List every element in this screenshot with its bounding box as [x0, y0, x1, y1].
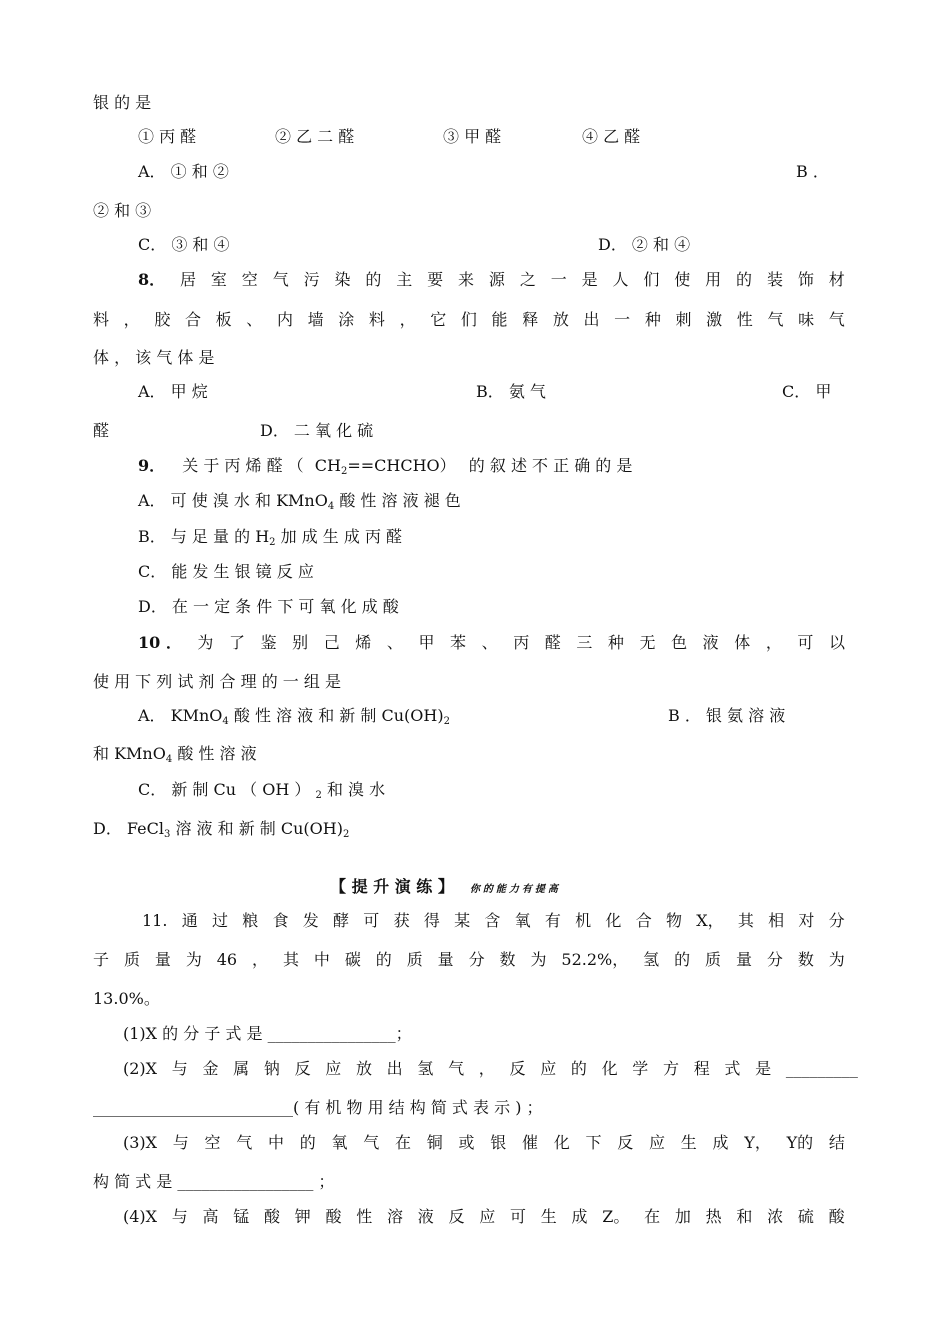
q7-option-d: D． ② 和 ④: [598, 235, 691, 254]
q8-stem-line2: 料 ， 胶 合 板 、 内 墙 涂 料 ， 它 们 能 释 放 出 一 种 刺 激 性 气 味 气: [93, 310, 845, 329]
q9-option-a: A． 可 使 溴 水 和 KMnO$_4$ 酸 性 溶 液 褪 色: [138, 491, 461, 512]
q9-option-c: C． 能 发 生 银 镜 反 应: [138, 562, 314, 581]
q11-stem-line1: 11. 通 过 粮 食 发 酵 可 获 得 某 含 氧 有 机 化 合 物 X， 其 相 对 分: [142, 911, 845, 930]
q11-part-1: (1)X 的 分 子 式 是 ________________；: [123, 1024, 412, 1043]
q9-option-d: D． 在 一 定 条 件 下 可 氧 化 成 酸: [138, 597, 399, 616]
q11-stem-line2: 子 质 量 为 46 ， 其 中 碳 的 质 量 分 数 为 52.2%， 氢 的 质 量 分 数 为: [93, 950, 845, 969]
q8-option-c: C． 甲: [782, 382, 832, 401]
q11-part-3-cont: 构 简 式 是 _________________ ；: [93, 1172, 335, 1191]
q7-option-c: C． ③ 和 ④: [138, 235, 230, 254]
q10-stem-line1: 10 ． 为 了 鉴 别 己 烯 、 甲 苯 、 丙 醛 三 种 无 色 液 体 ， 可 以: [138, 633, 845, 652]
q8-option-b: B． 氨 气: [476, 382, 546, 401]
q7-choice-3: ③ 甲 醛: [443, 127, 502, 146]
q11-part-2-cont: _________________________( 有 机 物 用 结 构 简 式 表 示 ) ；: [93, 1098, 543, 1117]
q9-option-b: B． 与 足 量 的 $H_2$ 加 成 生 成 丙 醛: [138, 527, 403, 548]
section-heading: [330, 877, 561, 900]
q7-option-b-cont: ② 和 ③: [93, 201, 152, 220]
q10-option-a: A． KMnO$_4$ 酸 性 溶 液 和 新 制 $Cu(OH)_2$: [138, 706, 450, 727]
q8-stem-line1: 8． 居 室 空 气 污 染 的 主 要 来 源 之 一 是 人 们 使 用 的 装 饰 材: [138, 270, 845, 289]
q10-option-c: C． 新 制 Cu （ OH ） $_2$ 和 溴 水: [138, 780, 386, 801]
q9-stem: 9． 关 于 丙 烯 醛 （ $CH_2==CHCHO$） 的 叙 述 不 正 确 的 是: [138, 456, 633, 477]
q7-choice-2: ② 乙 二 醛: [275, 127, 355, 146]
q11-part-3: (3)X 与 空 气 中 的 氧 气 在 铜 或 银 催 化 下 反 应 生 成 Y， Y的 结: [123, 1133, 845, 1152]
q7-option-a: A． ① 和 ②: [138, 162, 229, 181]
q7-stem-end: 银 的 是: [93, 93, 152, 112]
q10-option-d: D． FeCl$_3$ 溶 液 和 新 制 $Cu(OH)_2$: [93, 819, 350, 840]
q11-part-2: (2)X 与 金 属 钠 反 应 放 出 氢 气 ， 反 应 的 化 学 方 程 式 是 _________: [123, 1059, 858, 1078]
q7-option-b: B ．: [796, 162, 829, 181]
q7-choice-4: ④ 乙 醛: [582, 127, 641, 146]
q8-stem-line3: 体 ， 该 气 体 是: [93, 348, 215, 367]
q8-option-c-cont: 醛: [93, 421, 110, 440]
q7-choice-1: ① 丙 醛: [138, 127, 197, 146]
q10-option-b-cont: 和 KMnO$_4$ 酸 性 溶 液: [93, 744, 257, 765]
q11-part-4: (4)X 与 高 锰 酸 钾 酸 性 溶 液 反 应 可 生 成 Z。 在 加 热 和 浓 硫 酸: [123, 1207, 845, 1226]
q10-stem-line2: 使 用 下 列 试 剂 合 理 的 一 组 是: [93, 672, 341, 691]
q8-option-a: A． 甲 烷: [138, 382, 208, 401]
section-title: 【 提 升 演 练 】: [330, 877, 454, 896]
section-subtitle: 你的能力有提高: [469, 884, 561, 895]
q8-option-d: D． 二 氧 化 硫: [260, 421, 374, 440]
q11-stem-line3: 13.0%。: [93, 989, 160, 1008]
q10-option-b: B ． 银 氨 溶 液: [668, 706, 786, 725]
